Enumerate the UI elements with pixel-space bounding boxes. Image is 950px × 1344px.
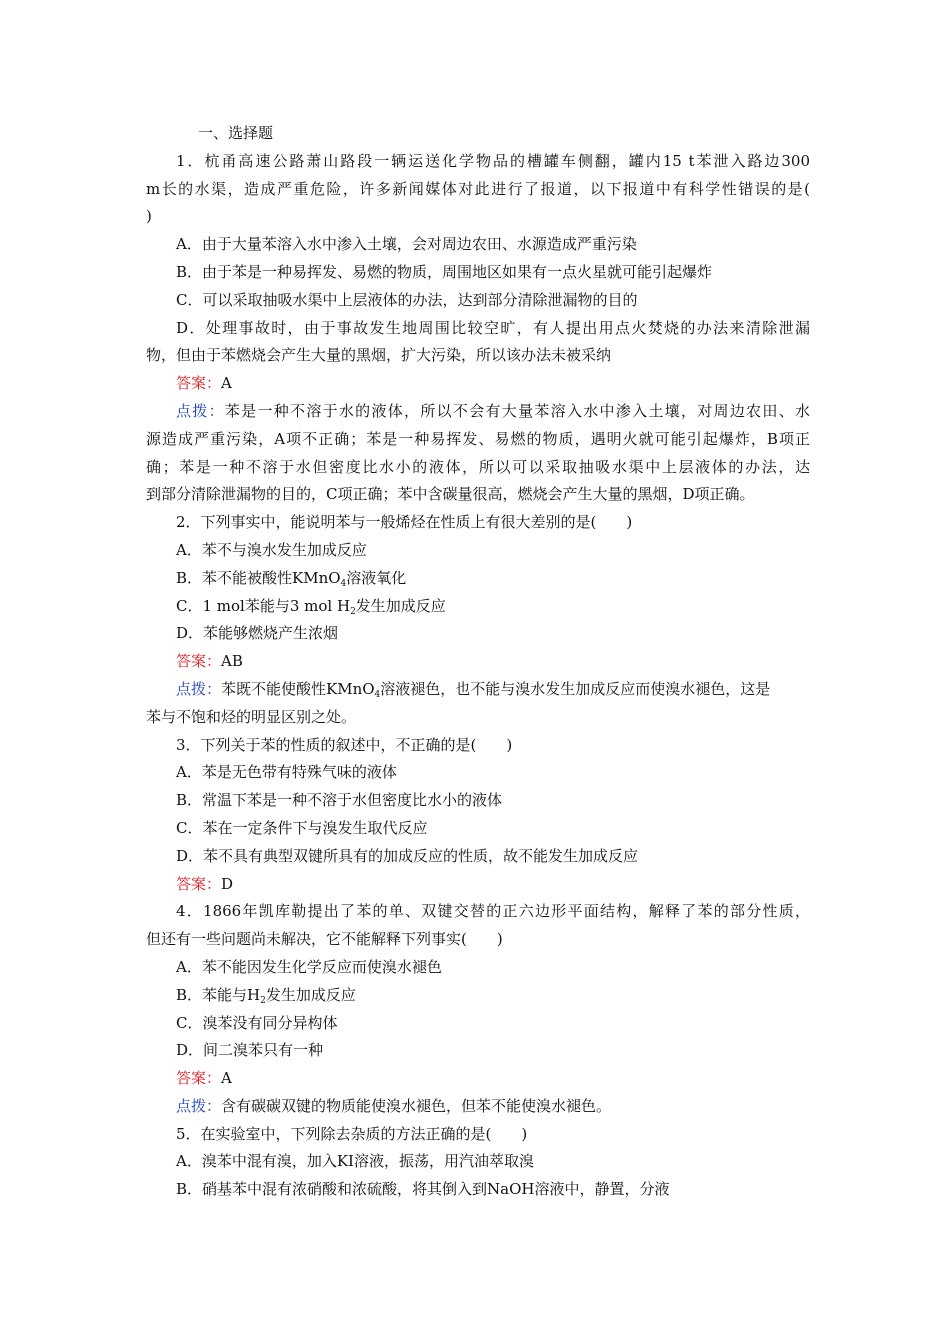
document-body xyxy=(146,120,810,1204)
q4-stem-line-1: 4．1866年凯库勒提出了苯的单、双键交替的正六边形平面结构，解释了苯的部分性质， xyxy=(176,902,810,921)
q1-option-d-line-2: 物，但由于苯燃烧会产生大量的黑烟，扩大污染，所以该办法未被采纳 xyxy=(146,346,612,365)
q5-stem: 5．在实验室中，下列除去杂质的方法正确的是( ) xyxy=(176,1124,528,1143)
q1-hint-line-3: 确；苯是一种不溶于水但密度比水小的液体，所以可以采取抽吸水渠中上层液体的办法，达 xyxy=(146,457,810,476)
q1-option-d-line-1: D．处理事故时，由于事故发生地周围比较空旷，有人提出用点火焚烧的办法来清除泄漏 xyxy=(176,318,810,337)
q4-option-b-text: B．苯能与H xyxy=(176,985,261,1004)
q1-stem-line-2: m长的水渠，造成严重危险，许多新闻媒体对此进行了报道，以下报道中有科学性错误的是( xyxy=(146,179,810,198)
answer-value: A xyxy=(221,374,232,393)
q5-option-a: A．溴苯中混有溴，加入KI溶液，振荡，用汽油萃取溴 xyxy=(176,1152,534,1171)
q1-option-b: B．由于苯是一种易挥发、易燃的物质，周围地区如果有一点火星就可能引起爆炸 xyxy=(176,262,713,281)
subscript: 2 xyxy=(260,995,266,1006)
q1-answer xyxy=(146,370,810,398)
answer-value: D xyxy=(221,874,234,893)
q3-option-b: B．常温下苯是一种不溶于水但密度比水小的液体 xyxy=(176,791,503,810)
q2-stem: 2．下列事实中，能说明苯与一般烯烃在性质上有很大差别的是( ) xyxy=(176,513,633,532)
q4-answer xyxy=(146,1065,810,1093)
subscript: 4 xyxy=(374,689,381,700)
hint-text: 含有碳碳双键的物质能使溴水褪色，但苯不能使溴水褪色。 xyxy=(221,1096,612,1115)
hint-text: 苯是一种不溶于水的液体，所以不会有大量苯溶入水中渗入土壤，对周边农田、水 xyxy=(224,401,810,420)
q4-option-d: D．间二溴苯只有一种 xyxy=(176,1041,324,1060)
q1-stem-line-1: 1．杭甬高速公路萧山路段一辆运送化学物品的槽罐车侧翻，罐内15 t苯泄入路边300 xyxy=(176,151,810,170)
subscript: 2 xyxy=(350,606,356,617)
q3-option-c: C．苯在一定条件下与溴发生取代反应 xyxy=(176,818,428,837)
answer-label: 答案： xyxy=(176,874,222,893)
subscript: 4 xyxy=(340,578,347,589)
q2-option-c-text-end: 发生加成反应 xyxy=(355,596,446,615)
q4-option-b-text-end: 发生加成反应 xyxy=(265,985,356,1004)
q2-option-a: A．苯不与溴水发生加成反应 xyxy=(176,540,367,559)
hint-label: 点拨： xyxy=(176,401,225,420)
answer-value: AB xyxy=(221,652,243,671)
q3-option-a: A．苯是无色带有特殊气味的液体 xyxy=(176,763,397,782)
answer-label: 答案： xyxy=(176,374,222,393)
answer-label: 答案： xyxy=(176,652,222,671)
hint-text: 苯既不能使酸性KMnO xyxy=(221,679,375,698)
q1-hint-line-2: 源造成严重污染，A项不正确；苯是一种易挥发、易燃的物质，遇明火就可能引起爆炸，B项正 xyxy=(146,429,810,448)
q4-hint xyxy=(146,1093,810,1121)
q3-option-d: D．苯不具有典型双键所具有的加成反应的性质，故不能发生加成反应 xyxy=(176,846,639,865)
q2-option-b-text-end: 溶液氧化 xyxy=(346,568,407,587)
section-title: 一、选择题 xyxy=(198,124,274,142)
q2-option-c-text: C．1 mol苯能与3 mol H xyxy=(176,596,351,615)
answer-label: 答案： xyxy=(176,1069,222,1088)
q1-option-c: C．可以采取抽吸水渠中上层液体的办法，达到部分清除泄漏物的目的 xyxy=(176,290,638,309)
hint-label: 点拨： xyxy=(176,679,222,698)
q4-option-a: A．苯不能因发生化学反应而使溴水褪色 xyxy=(176,957,442,976)
q1-stem-line-3: ) xyxy=(146,207,152,226)
q5-option-b: B．硝基苯中混有浓硝酸和浓硫酸，将其倒入到NaOH溶液中，静置，分液 xyxy=(176,1180,670,1199)
q3-answer xyxy=(146,871,810,899)
q1-hint-line-1 xyxy=(146,398,810,426)
q2-option-b-text: B．苯不能被酸性KMnO xyxy=(176,568,341,587)
q1-hint-line-4: 到部分清除泄漏物的目的，C项正确；苯中含碳量很高，燃烧会产生大量的黑烟，D项正确。 xyxy=(146,485,755,504)
q4-stem-line-2: 但还有一些问题尚未解决，它不能解释下列事实( ) xyxy=(146,930,503,949)
q4-option-c: C．溴苯没有同分异构体 xyxy=(176,1013,338,1032)
q2-option-d: D．苯能够燃烧产生浓烟 xyxy=(176,624,339,643)
answer-value: A xyxy=(221,1069,232,1088)
q1-option-a: A．由于大量苯溶入水中渗入土壤，会对周边农田、水源造成严重污染 xyxy=(176,235,637,254)
q2-option-b xyxy=(146,565,810,593)
hint-label: 点拨： xyxy=(176,1096,222,1115)
q2-hint-line-1 xyxy=(146,676,810,704)
q3-stem: 3．下列关于苯的性质的叙述中，不正确的是( ) xyxy=(176,735,513,754)
hint-text-end: 溶液褪色，也不能与溴水发生加成反应而使溴水褪色，这是 xyxy=(380,679,771,698)
q4-option-b xyxy=(146,982,810,1010)
q2-option-c xyxy=(146,593,810,621)
q2-answer xyxy=(146,648,810,676)
q2-hint-line-2: 苯与不饱和烃的明显区别之处。 xyxy=(146,707,357,726)
